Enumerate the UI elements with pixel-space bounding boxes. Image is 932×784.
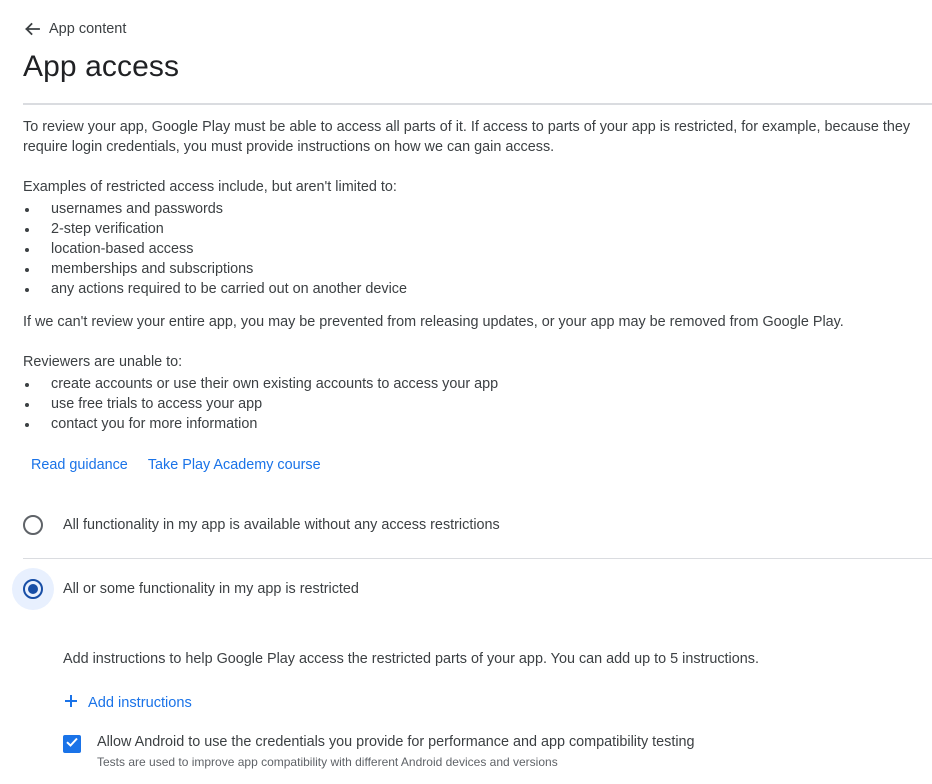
- list-item: location-based access: [23, 239, 923, 259]
- description-section: [23, 117, 923, 475]
- credentials-checkbox[interactable]: [63, 735, 81, 753]
- list-item: 2-step verification: [23, 219, 923, 239]
- reviewer-limits-list: [23, 374, 923, 434]
- credentials-checkbox-label: Allow Android to use the credentials you provide for performance and app compatibility testing: [97, 734, 695, 750]
- options-divider: [23, 558, 932, 559]
- radio-checked-icon: [23, 579, 43, 599]
- radio-unchecked-icon: [23, 515, 43, 535]
- list-item: create accounts or use their own existing accounts to access your app: [23, 374, 923, 394]
- list-item: any actions required to be carried out on another device: [23, 279, 923, 299]
- plus-icon: [64, 694, 78, 712]
- play-academy-course-link[interactable]: Take Play Academy course: [147, 457, 321, 473]
- instructions-help-text: Add instructions to help Google Play access the restricted parts of your app. You can add up to 5 instructions.: [63, 651, 759, 667]
- back-to-app-content-link[interactable]: [24, 21, 126, 37]
- radio-no-restrictions[interactable]: [12, 504, 54, 546]
- option-no-restrictions[interactable]: [12, 504, 500, 546]
- add-instructions-label: Add instructions: [88, 695, 192, 711]
- add-instructions-button[interactable]: [64, 694, 192, 712]
- credentials-checkbox-text: [97, 732, 695, 770]
- credentials-checkbox-sublabel: Tests are used to improve app compatibility with different Android devices and versions: [97, 755, 558, 769]
- list-item: usernames and passwords: [23, 199, 923, 219]
- credentials-checkbox-row: [63, 732, 695, 770]
- check-icon: [65, 735, 79, 754]
- title-divider: [23, 103, 932, 105]
- radio-dot: [28, 584, 38, 594]
- read-guidance-link[interactable]: Read guidance: [31, 457, 128, 473]
- list-item: memberships and subscriptions: [23, 259, 923, 279]
- list-item: contact you for more information: [23, 414, 923, 434]
- reviewer-limits-heading: Reviewers are unable to:: [23, 354, 183, 370]
- back-link-label: App content: [49, 21, 127, 37]
- examples-list: [23, 199, 923, 299]
- list-item: use free trials to access your app: [23, 394, 923, 414]
- radio-restricted[interactable]: [12, 568, 54, 610]
- option-restricted[interactable]: [12, 568, 359, 610]
- option-restricted-label: All or some functionality in my app is restricted: [63, 581, 359, 597]
- intro-text: To review your app, Google Play must be able to access all parts of it. If access to parts of your app is restricted, for example, because they require login credentials, you must provide instructions on how we can gain access.: [23, 119, 911, 155]
- guidance-links: [23, 455, 923, 475]
- warning-text: If we can't review your entire app, you may be prevented from releasing updates, or your app may be removed from Google Play.: [23, 314, 844, 330]
- examples-heading: Examples of restricted access include, but aren't limited to:: [23, 179, 397, 195]
- arrow-back-icon: [24, 21, 40, 37]
- option-no-restrictions-label: All functionality in my app is available without any access restrictions: [63, 517, 500, 533]
- page-title: App access: [23, 50, 180, 83]
